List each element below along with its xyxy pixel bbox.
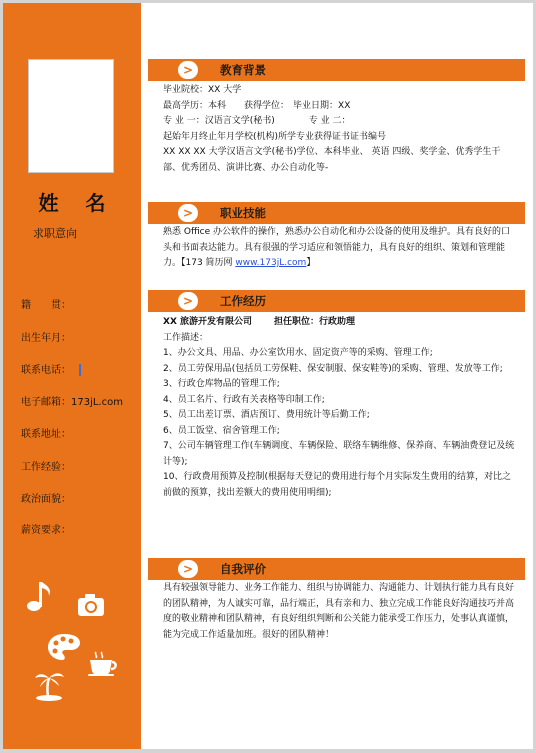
arrow-badge bbox=[178, 204, 198, 222]
field-hometown: 籍 贯： bbox=[21, 300, 71, 311]
education-content bbox=[163, 83, 515, 176]
website-link[interactable]: www.173jL.com bbox=[235, 258, 307, 268]
self-evaluation-text: 具有较强领导能力、业务工作能力、组织与协调能力、沟通能力、计划执行能力具有良好的团队精神，为人诚实可靠，品行端正，具有亲和力、独立完成工作能良好沟通技巧并高度的敬业精神和团队精神，有良好组织判断和公关能力能承受工作压力，处事认真谨慎，能为完成工作适量加班。很好的团队精神！ bbox=[163, 583, 515, 640]
section-header-education bbox=[148, 59, 525, 81]
chevron-right-icon: > bbox=[182, 294, 194, 308]
skills-content bbox=[163, 225, 515, 272]
section-title: 职业技能 bbox=[220, 206, 266, 220]
field-email: 电子邮箱：173jL.com bbox=[21, 397, 123, 408]
section-header-skills bbox=[148, 202, 525, 224]
text-cursor bbox=[79, 364, 81, 376]
job-intent: 求职意向 bbox=[33, 227, 77, 240]
self-evaluation-content bbox=[163, 581, 515, 643]
experience-content bbox=[163, 315, 515, 501]
sidebar bbox=[3, 3, 141, 749]
skills-text: 熟悉 Office 办公软件的操作，熟悉办公自动化和办公设备的使用及维护。具有良好的口头和书面表达能力。具有很强的学习适应和领悟能力，具有良好的组织、策划和管理能力。【173 简历网 www.173jL.com】 bbox=[163, 227, 510, 268]
field-experience: 工作经验： bbox=[21, 462, 71, 473]
major-line: 专 业 一：汉语言文学(秘书) 专 业 二： bbox=[163, 116, 351, 126]
chevron-right-icon: > bbox=[182, 206, 194, 220]
cert-line: 起始年月终止年月学校(机构)所学专业获得证书证书编号 bbox=[163, 131, 387, 142]
coffee-cup-icon bbox=[87, 651, 119, 677]
field-address: 联系地址： bbox=[21, 429, 71, 440]
duty-item: 1、办公文具、用品、办公室饮用水、固定资产等的采购、管理工作; bbox=[163, 348, 433, 358]
field-birth: 出生年月： bbox=[21, 333, 71, 344]
duty-item: 7、公司车辆管理工作(车辆调度、车辆保险、联络车辆维修、保养商、车辆油费登记及统计等); bbox=[163, 441, 515, 467]
arrow-badge bbox=[178, 61, 198, 79]
field-politics: 政治面貌： bbox=[21, 494, 71, 505]
degree-line: 最高学历：本科 获得学位： 毕业日期：XX bbox=[163, 100, 351, 111]
section-title: 自我评价 bbox=[220, 562, 266, 576]
section-header-self-evaluation bbox=[148, 558, 525, 580]
arrow-badge bbox=[178, 560, 198, 578]
duty-item: 4、员工名片、行政有关表格等印制工作; bbox=[163, 394, 325, 405]
field-salary: 薪资要求： bbox=[21, 525, 71, 536]
school-line: 毕业院校：XX 大学 bbox=[163, 85, 242, 95]
duty-item: 2、员工劳保用品(包括员工劳保鞋、保安制服、保安鞋等)的采购、管理、发放等工作; bbox=[163, 363, 503, 374]
chevron-right-icon: > bbox=[182, 63, 194, 77]
chevron-right-icon: > bbox=[182, 562, 194, 576]
duty-item: 10、行政费用预算及控制(根据每天登记的费用进行每个月实际发生费用的结算，对比之前做的预算，找出差额大的费用使用明细); bbox=[163, 472, 511, 498]
section-header-experience bbox=[148, 290, 525, 312]
section-title: 教育背景 bbox=[220, 63, 266, 77]
duty-item: 3、行政仓库物品的管理工作; bbox=[163, 379, 280, 389]
arrow-badge bbox=[178, 292, 198, 310]
field-phone: 联系电话： bbox=[21, 361, 81, 376]
resume-page bbox=[3, 3, 533, 749]
music-note-icon bbox=[25, 578, 55, 614]
company-line: XX 旅游开发有限公司 担任职位：行政助理 bbox=[163, 317, 356, 327]
duty-item: 6、员工饭堂、宿舍管理工作; bbox=[163, 425, 280, 436]
duty-item: 5、员工出差订票、酒店预订、费用统计等后勤工作; bbox=[163, 410, 370, 420]
photo-placeholder bbox=[28, 59, 114, 173]
section-title: 工作经历 bbox=[220, 294, 266, 308]
candidate-name: 姓 名 bbox=[38, 191, 116, 215]
camera-icon bbox=[77, 593, 105, 617]
education-detail: XX XX XX 大学汉语言文学(秘书)学位、本科毕业、 英语 四级、奖学金、优秀学生干部、优秀团员、演讲比赛、办公自动化等- bbox=[163, 147, 501, 173]
palm-island-icon bbox=[33, 668, 67, 702]
palette-icon bbox=[47, 633, 81, 661]
desc-label: 工作描述： bbox=[163, 332, 209, 343]
